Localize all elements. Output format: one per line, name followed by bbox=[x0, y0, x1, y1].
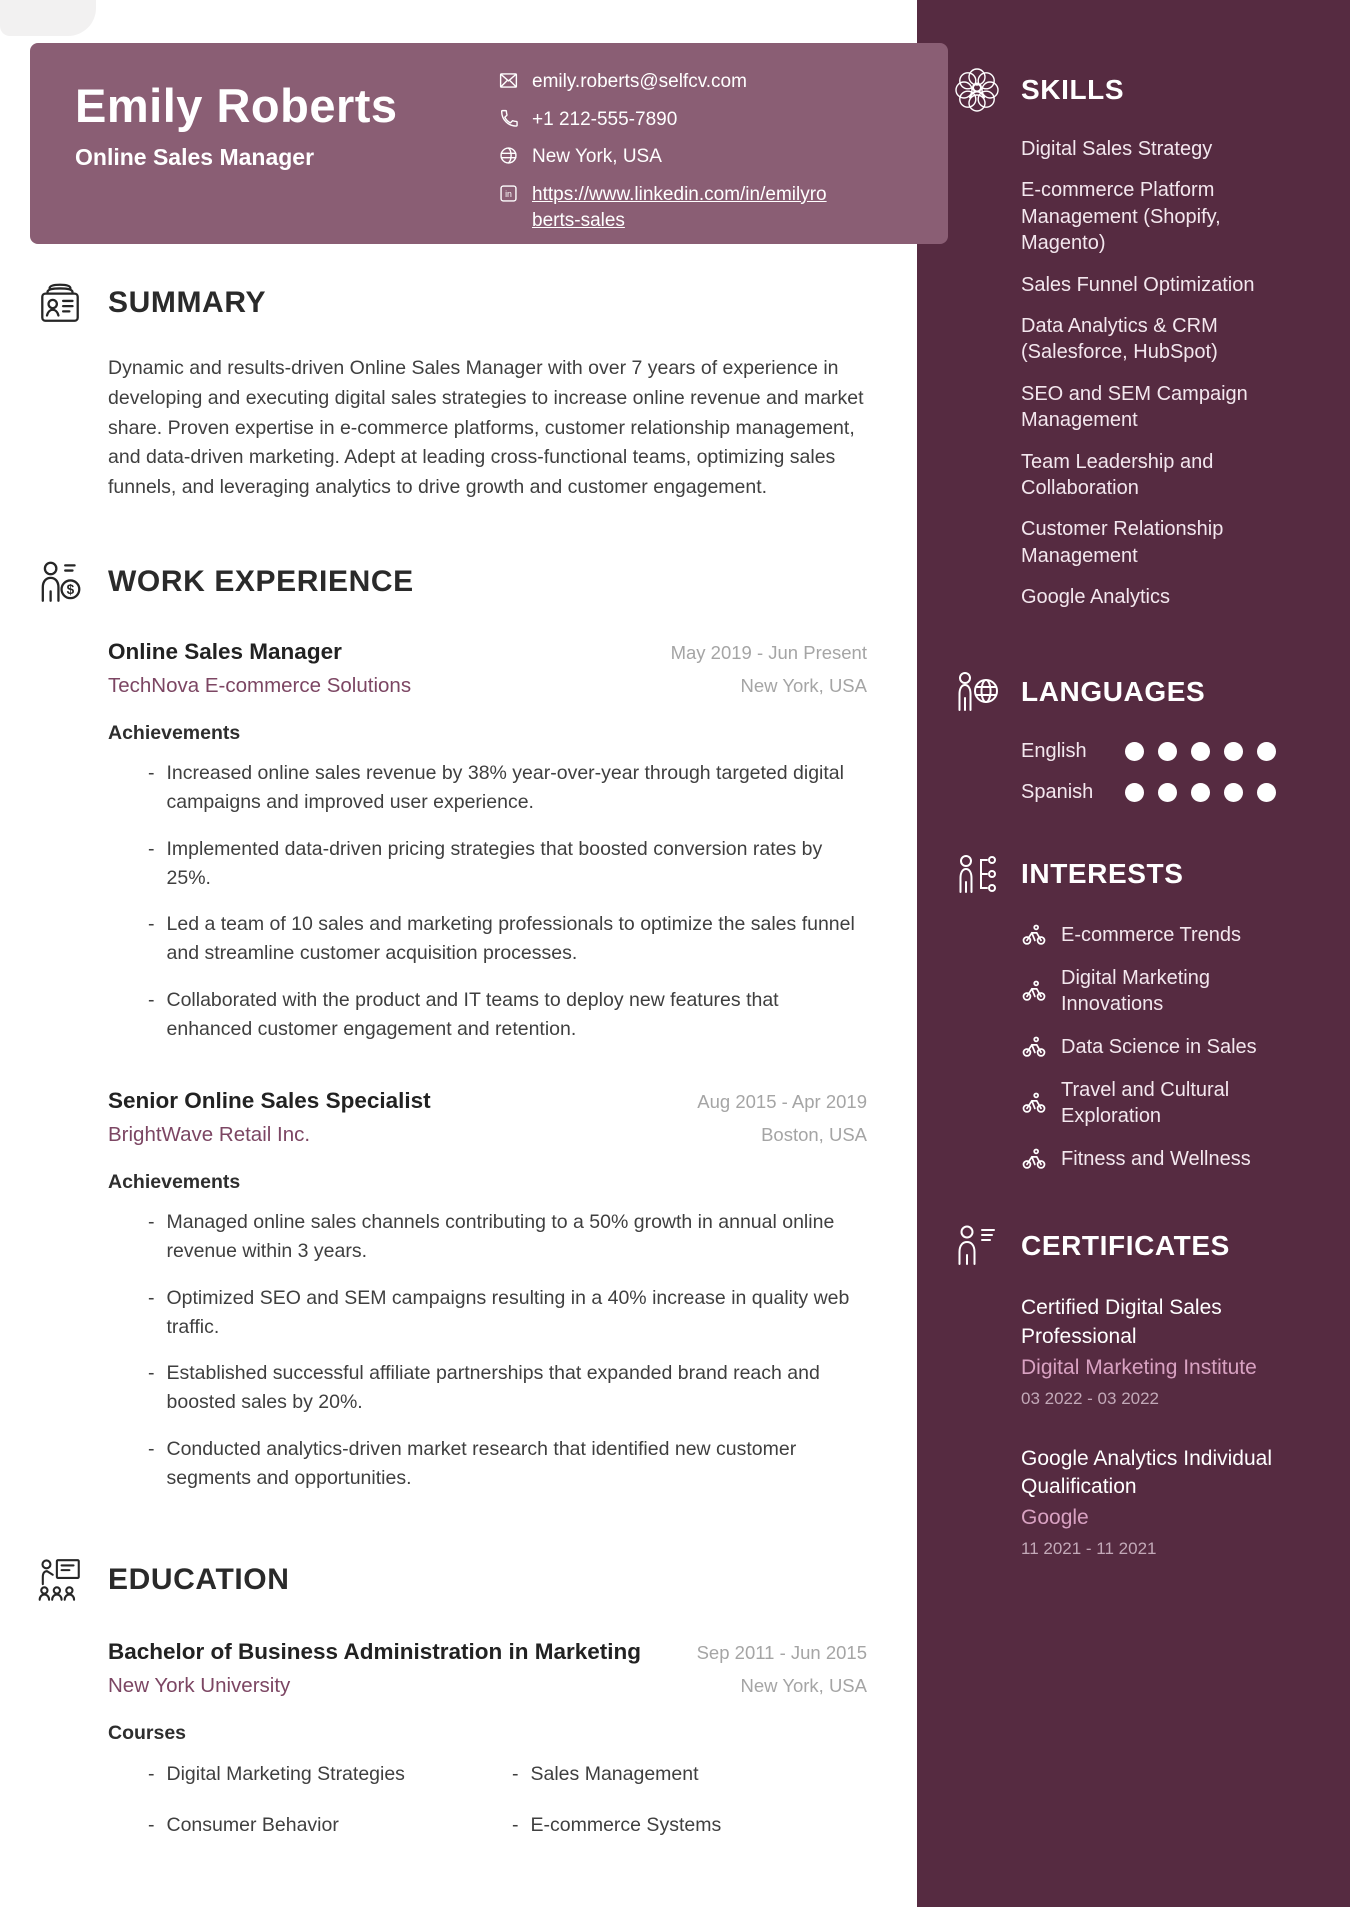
languages-section bbox=[953, 668, 1310, 804]
svg-text:$: $ bbox=[66, 582, 75, 598]
job-title: Online Sales Manager bbox=[108, 639, 342, 665]
courses-label: Courses bbox=[108, 1722, 187, 1745]
skill-item: Team Leadership and Collaboration bbox=[1021, 450, 1214, 499]
contact-location-text: +1 212-555-7890 bbox=[532, 108, 678, 130]
linkedin-link[interactable]: https://www.linkedin.com/in/emilyroberts-sales bbox=[532, 183, 827, 231]
contact-location: New York, USA bbox=[532, 146, 662, 168]
interest-label: Digital Marketing Innovations bbox=[1061, 967, 1210, 1016]
certificate-item bbox=[1021, 1294, 1310, 1408]
course-item: - Consumer Behavior bbox=[148, 1814, 339, 1837]
summary-text: Dynamic and results-driven Online Sales Manager with over 7 years of experience in developing and executing digital sales strategies to increase online revenue and market share. Proven expertise in e-commerce platforms, customer relationship management, and data-driven marketing. Adept at leading cross-functional teams, optimizing sales funnels, and leveraging analytics to drive growth and customer engagement. bbox=[108, 357, 864, 499]
interest-item bbox=[1021, 1146, 1310, 1172]
level-dot bbox=[1191, 742, 1210, 761]
language-name: English bbox=[1021, 740, 1087, 763]
certificate-dates: 11 2021 - 11 2021 bbox=[1021, 1538, 1157, 1558]
interest-label: Travel and Cultural Exploration bbox=[1061, 1079, 1230, 1128]
globe-icon bbox=[498, 145, 519, 166]
certificate-issuer: Digital Marketing Institute bbox=[1021, 1356, 1257, 1380]
level-dot bbox=[1125, 783, 1144, 802]
education-heading: EDUCATION bbox=[108, 1563, 290, 1597]
cyclist-icon bbox=[1021, 1034, 1047, 1060]
certificates-section bbox=[953, 1222, 1310, 1558]
certificate-title: Google Analytics Individual Qualification bbox=[1021, 1446, 1272, 1498]
main-column bbox=[0, 278, 917, 1837]
skill-item: Google Analytics bbox=[1021, 586, 1170, 609]
achievement-bullet: - Collaborated with the product and IT teams to deploy new features that enhanced customer engagement and retention. bbox=[148, 988, 779, 1040]
education-icon bbox=[35, 1555, 85, 1605]
skill-item: Customer Relationship Management bbox=[1021, 518, 1224, 567]
course-item: - E-commerce Systems bbox=[512, 1814, 722, 1837]
achievement-bullet: - Implemented data-driven pricing strategies that boosted conversion rates by 25%. bbox=[148, 837, 823, 889]
linkedin-icon bbox=[498, 183, 519, 204]
job-entry bbox=[108, 1088, 867, 1493]
contact-email: emily.roberts@selfcv.com bbox=[532, 71, 747, 92]
job-company: TechNova E-commerce Solutions bbox=[108, 674, 412, 698]
contact-block bbox=[498, 69, 828, 245]
interests-icon bbox=[953, 850, 1001, 898]
interest-item bbox=[1021, 1077, 1310, 1129]
job-dates: Aug 2015 - Apr 2019 bbox=[697, 1091, 867, 1113]
interest-item bbox=[1021, 1034, 1310, 1060]
job-company: BrightWave Retail Inc. bbox=[108, 1123, 311, 1147]
summary-section bbox=[35, 278, 867, 503]
job-dates: May 2019 - Jun Present bbox=[670, 642, 867, 664]
summary-icon bbox=[35, 278, 85, 328]
education-entry bbox=[108, 1639, 867, 1837]
interest-label: Fitness and Wellness bbox=[1061, 1148, 1251, 1171]
education-dates: Sep 2011 - Jun 2015 bbox=[696, 1642, 867, 1664]
achievement-bullet: - Managed online sales channels contributing to a 50% growth in annual online revenue within 3 years. bbox=[148, 1211, 835, 1263]
page-corner-decoration bbox=[0, 0, 96, 36]
certificates-icon bbox=[953, 1222, 1001, 1270]
course-item: - Digital Marketing Strategies bbox=[148, 1763, 405, 1786]
course-item: - Sales Management bbox=[512, 1763, 699, 1786]
level-dot bbox=[1224, 742, 1243, 761]
degree-title: Bachelor of Business Administration in Marketing bbox=[108, 1639, 642, 1665]
phone-icon bbox=[498, 108, 519, 129]
language-level bbox=[1125, 783, 1276, 802]
svg-text:in: in bbox=[505, 188, 512, 199]
achievement-bullet: - Optimized SEO and SEM campaigns resulting in a 40% increase in quality web traffic. bbox=[148, 1286, 850, 1338]
level-dot bbox=[1257, 742, 1276, 761]
level-dot bbox=[1158, 742, 1177, 761]
person-name: Emily Roberts bbox=[75, 79, 398, 132]
job-title: Senior Online Sales Specialist bbox=[108, 1088, 431, 1114]
job-location: New York, USA bbox=[740, 675, 867, 697]
work-experience-heading: WORK EXPERIENCE bbox=[108, 565, 414, 599]
skill-item: Digital Sales Strategy bbox=[1021, 138, 1213, 160]
school-name: New York University bbox=[108, 1674, 291, 1698]
person-job-title: Online Sales Manager bbox=[75, 144, 315, 171]
sidebar bbox=[917, 0, 1350, 1907]
work-experience-section bbox=[35, 557, 867, 1493]
cyclist-icon bbox=[1021, 1090, 1047, 1116]
interest-label: E-commerce Trends bbox=[1061, 924, 1242, 947]
interest-item bbox=[1021, 922, 1310, 948]
certificate-item bbox=[1021, 1445, 1310, 1559]
skill-item: SEO and SEM Campaign Management bbox=[1021, 382, 1248, 432]
cyclist-icon bbox=[1021, 1146, 1047, 1172]
contact-location-row bbox=[498, 144, 828, 170]
languages-icon bbox=[953, 668, 1001, 716]
header-band bbox=[30, 43, 948, 244]
contact-phone-row bbox=[498, 107, 828, 133]
certificate-dates: 03 2022 - 03 2022 bbox=[1021, 1388, 1160, 1408]
interest-item bbox=[1021, 965, 1310, 1017]
certificates-heading: CERTIFICATES bbox=[1021, 1230, 1230, 1262]
job-location: Boston, USA bbox=[761, 1124, 867, 1146]
interests-section bbox=[953, 850, 1310, 1172]
education-section bbox=[35, 1555, 867, 1837]
certificate-issuer: Google bbox=[1021, 1506, 1089, 1530]
cyclist-icon bbox=[1021, 978, 1047, 1004]
achievements-label: Achievements bbox=[108, 722, 241, 745]
achievements-label: Achievements bbox=[108, 1171, 241, 1194]
interest-label: Data Science in Sales bbox=[1061, 1036, 1257, 1059]
interests-heading: INTERESTS bbox=[1021, 858, 1184, 890]
language-name: Spanish bbox=[1021, 781, 1094, 804]
level-dot bbox=[1158, 783, 1177, 802]
achievement-bullet: - Established successful affiliate partnerships that expanded brand reach and boosted sales by 20%. bbox=[148, 1362, 820, 1414]
skills-section bbox=[953, 66, 1310, 610]
certificate-title: Certified Digital Sales Professional bbox=[1021, 1296, 1222, 1348]
achievement-bullet: - Led a team of 10 sales and marketing professionals to optimize the sales funnel and streamline customer acquisition processes. bbox=[148, 913, 855, 965]
level-dot bbox=[1125, 742, 1144, 761]
email-icon bbox=[498, 70, 519, 91]
language-row bbox=[1021, 740, 1310, 763]
level-dot bbox=[1224, 783, 1243, 802]
contact-linkedin-row bbox=[498, 182, 828, 233]
skill-item: E-commerce Platform Management (Shopify, Magento) bbox=[1021, 179, 1221, 255]
level-dot bbox=[1257, 783, 1276, 802]
summary-heading: SUMMARY bbox=[108, 286, 267, 319]
identity-block bbox=[75, 81, 398, 171]
achievement-bullet: - Conducted analytics-driven market research that identified new customer segments and opportunities. bbox=[148, 1437, 797, 1489]
skills-icon bbox=[953, 66, 1001, 114]
job-entry bbox=[108, 639, 867, 1044]
achievement-bullet: - Increased online sales revenue by 38% year-over-year through targeted digital campaigns and improved user experience. bbox=[148, 762, 844, 814]
language-row bbox=[1021, 781, 1310, 804]
skill-item: Data Analytics & CRM (Salesforce, HubSpot) bbox=[1021, 314, 1218, 364]
skills-heading: SKILLS bbox=[1021, 74, 1125, 105]
contact-email-row bbox=[498, 69, 828, 95]
skill-item: Sales Funnel Optimization bbox=[1021, 273, 1255, 296]
languages-heading: LANGUAGES bbox=[1021, 676, 1206, 708]
cyclist-icon bbox=[1021, 922, 1047, 948]
work-experience-icon bbox=[35, 557, 85, 607]
language-level bbox=[1125, 742, 1276, 761]
level-dot bbox=[1191, 783, 1210, 802]
education-location: New York, USA bbox=[740, 1675, 867, 1697]
